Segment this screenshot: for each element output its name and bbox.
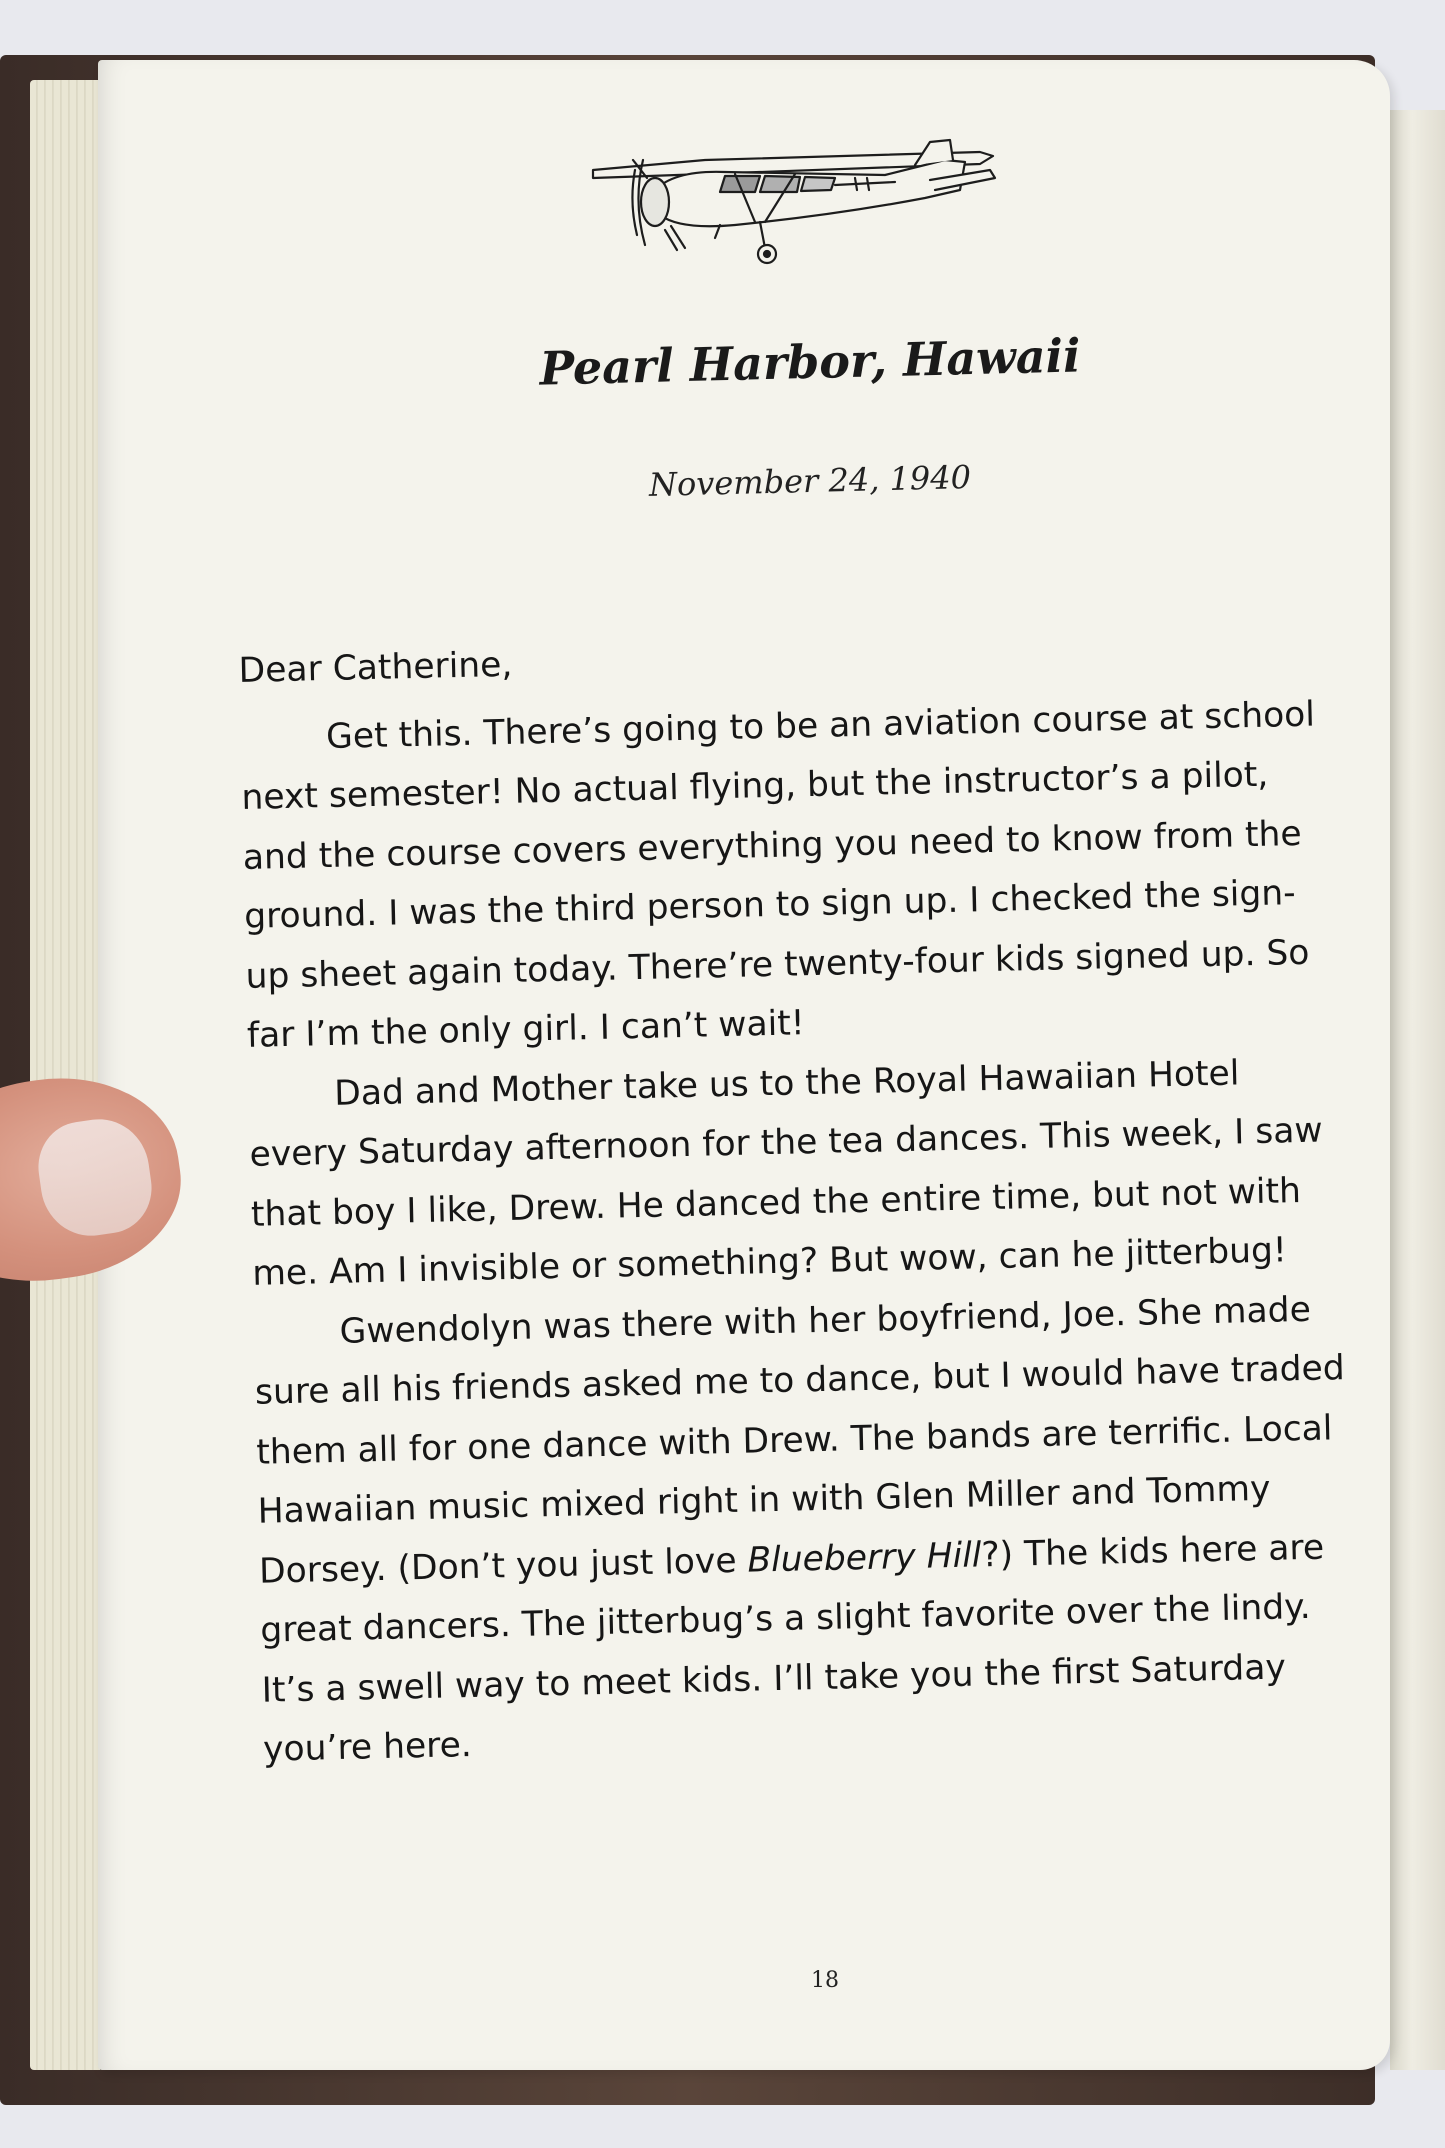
text-line: you’re here. [262, 1724, 473, 1770]
text-line: Gwendolyn was there with her boyfriend, Joe. She made [339, 1289, 1312, 1352]
text-line: every Saturday afternoon for the tea dances. This week, I saw [249, 1110, 1324, 1175]
text-line: them all for one dance with Drew. The bands are terrific. Local [255, 1407, 1333, 1473]
text-line: that boy I like, Drew. He danced the entire time, but not with [250, 1170, 1302, 1235]
text-line: sure all his friends asked me to dance, but I would have traded [254, 1348, 1346, 1413]
book-page-edge-right [1390, 110, 1445, 2070]
airplane-icon [585, 130, 1005, 280]
letter-body [238, 616, 1394, 1780]
page-title: Pearl Harbor, Hawaii [538, 328, 1082, 396]
text-line: It’s a swell way to meet kids. I’ll take you the first Saturday [261, 1646, 1287, 1711]
text-line: Dad and Mother take us to the Royal Hawaiian Hotel [333, 1052, 1240, 1114]
text-segment: ?) The kids here are [980, 1527, 1325, 1575]
paragraph-2 [248, 1041, 1383, 1305]
text-line: and the course covers everything you need to know from the [242, 813, 1302, 878]
text-line: me. Am I invisible or something? But wow, can he jitterbug! [251, 1230, 1288, 1294]
text-line: great dancers. The jitterbug’s a slight favorite over the lindy. [259, 1586, 1312, 1651]
text-line: far I’m the only girl. I can’t wait! [246, 1003, 805, 1056]
text-line: up sheet again today. There’re twenty-four kids signed up. So [245, 932, 1310, 997]
paragraph-1 [240, 684, 1378, 1067]
letter-date: November 24, 1940 [648, 458, 972, 504]
text-line: next semester! No actual flying, but the instructor’s a pilot, [241, 754, 1269, 818]
paragraph-3 [253, 1279, 1394, 1781]
letter-salutation: Dear Catherine, [238, 644, 513, 691]
text-line: Get this. There’s going to be an aviation course at school [325, 694, 1316, 757]
text-line: Hawaiian music mixed right in with Glen Miller and Tommy [257, 1468, 1271, 1532]
book-page-edges-left [30, 80, 100, 2070]
text-line: ground. I was the third person to sign up. I checked the sign- [243, 873, 1297, 937]
text-segment: Dorsey. (Don’t you just love [258, 1540, 748, 1592]
song-title: Blueberry Hill [747, 1534, 982, 1581]
page-number: 18 [811, 1968, 839, 1993]
